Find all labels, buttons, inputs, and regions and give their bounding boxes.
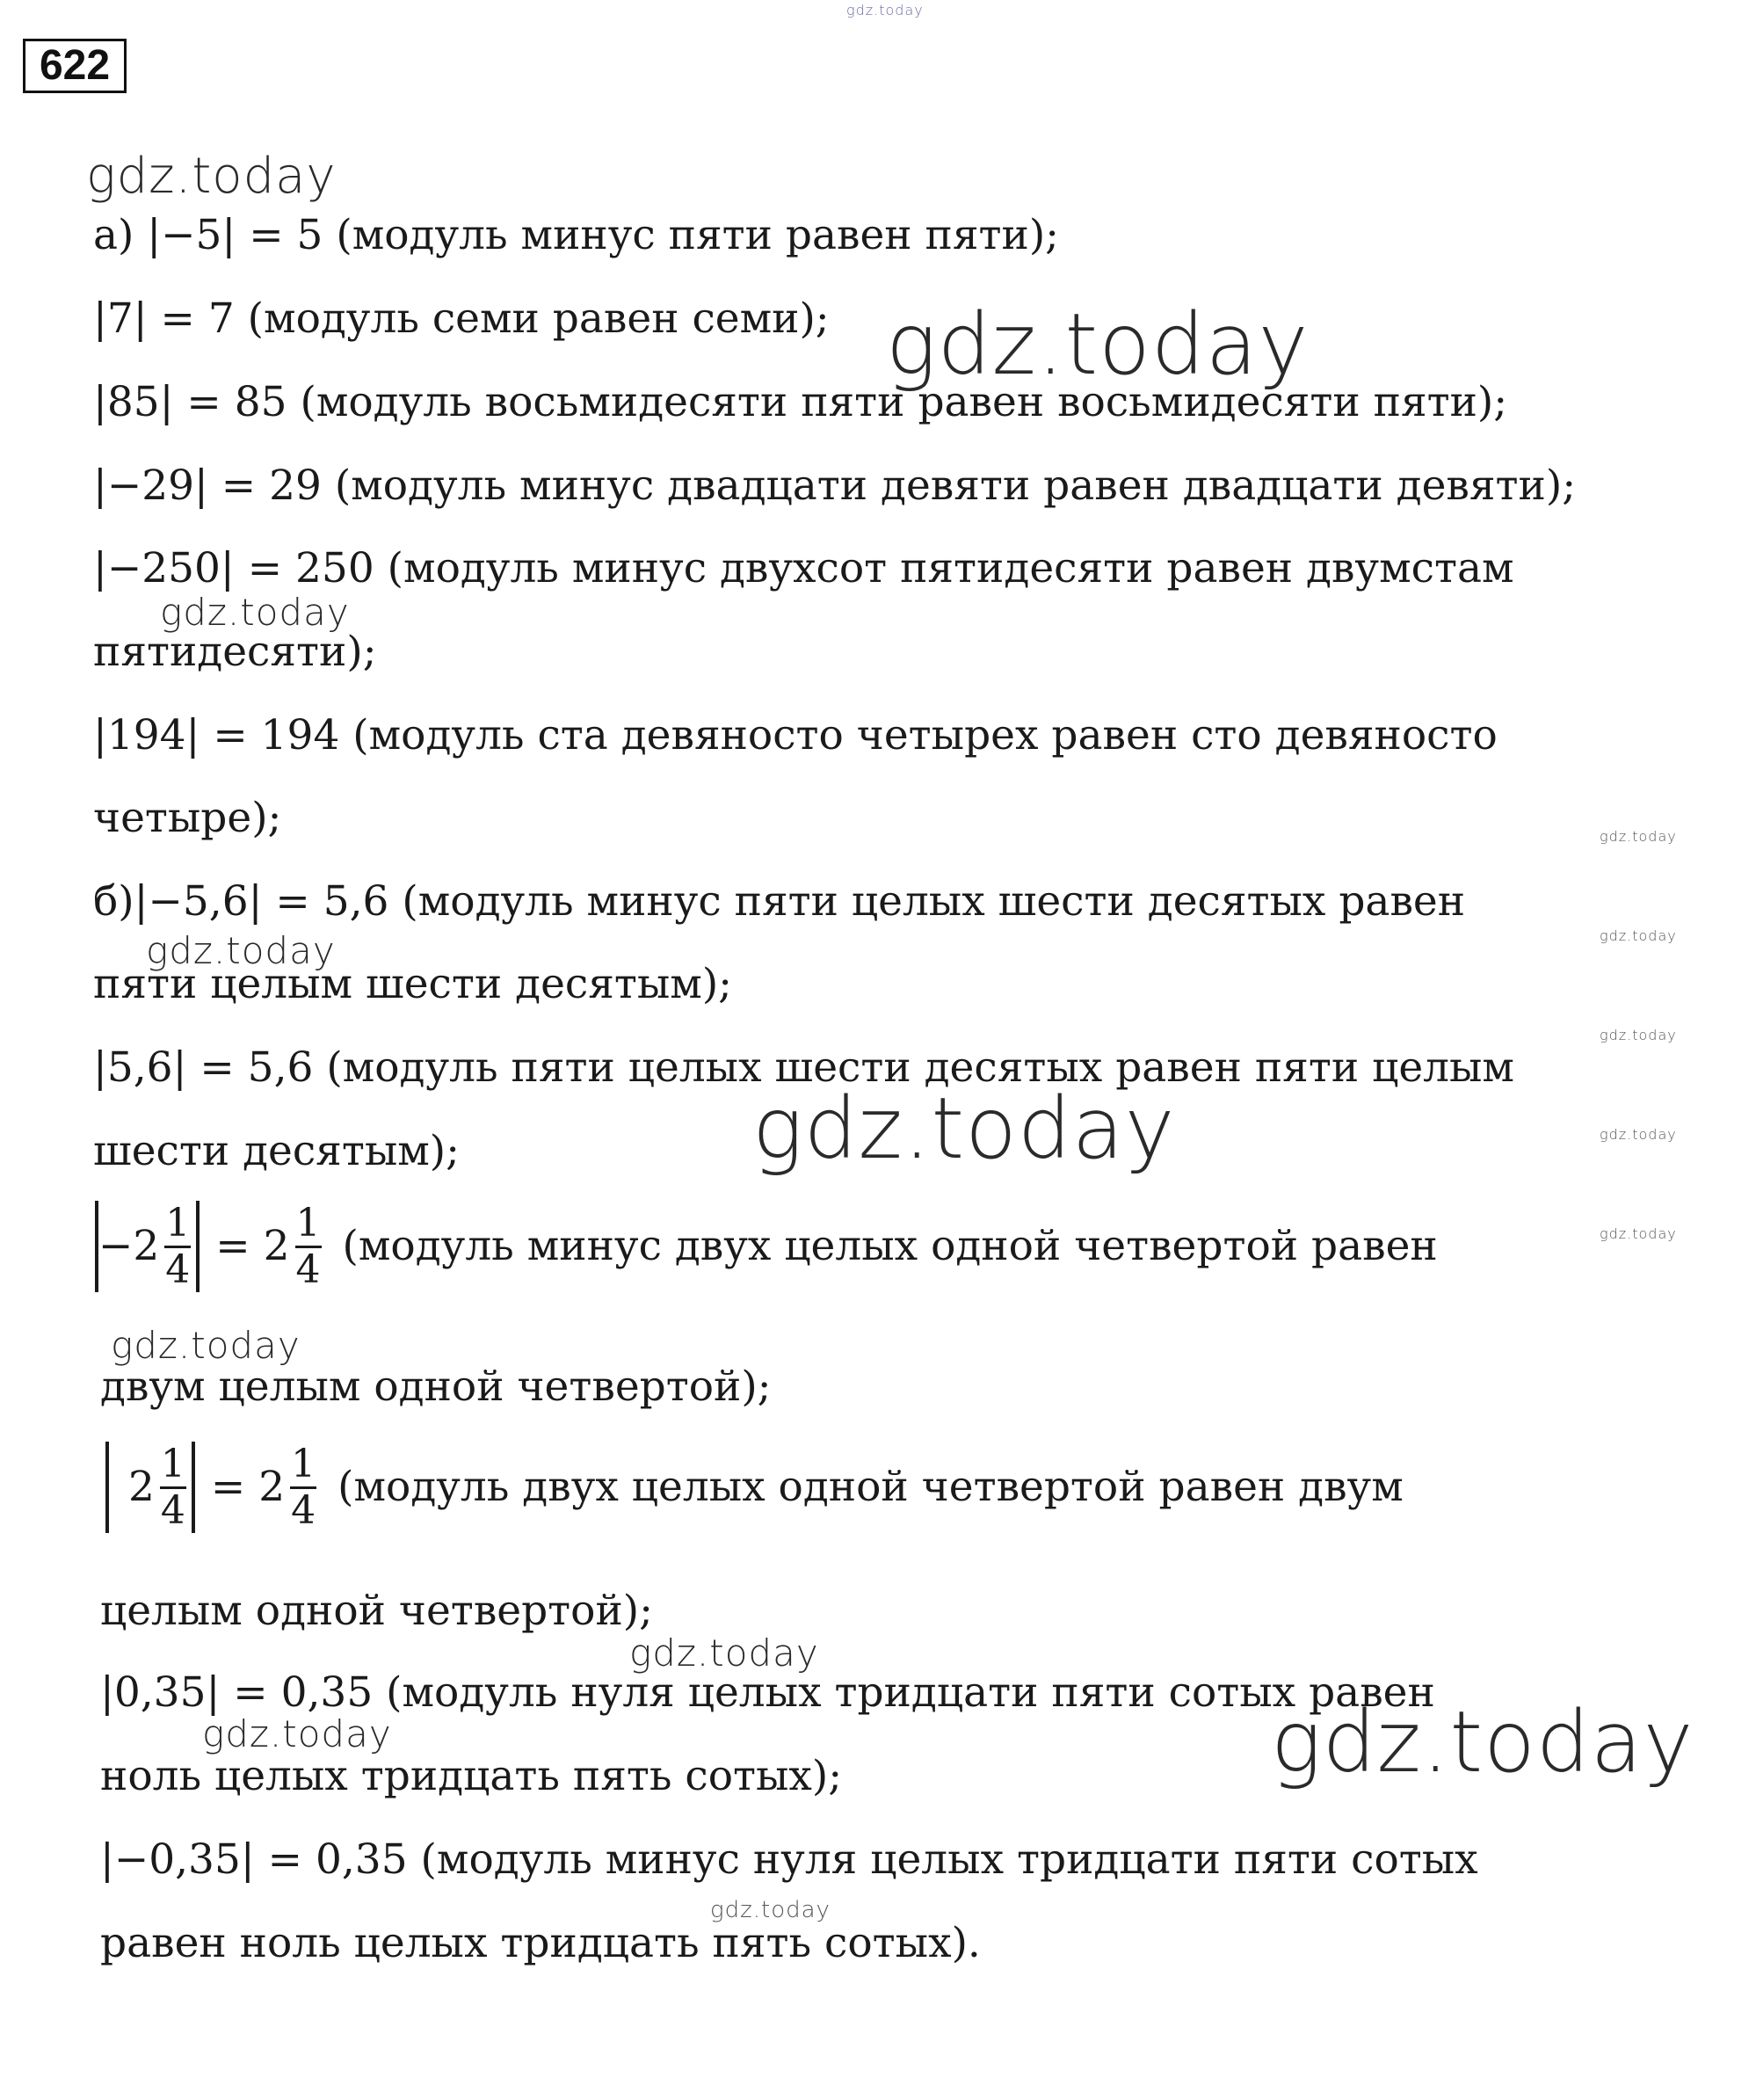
solution-line: двум целым одной четвертой); bbox=[100, 1362, 772, 1411]
fraction bbox=[295, 1202, 322, 1292]
watermark: gdz.today bbox=[710, 1897, 831, 1923]
fraction bbox=[160, 1442, 186, 1533]
watermark: gdz.today bbox=[752, 1079, 1176, 1178]
abs-bar bbox=[105, 1442, 109, 1533]
watermark: gdz.today bbox=[86, 148, 337, 205]
solution-line: |−250| = 250 (модуль минус двухсот пятидесяти равен двумстам bbox=[93, 544, 1514, 592]
solution-line: |85| = 85 (модуль восьмидесяти пяти равен восьмидесяти пяти); bbox=[93, 378, 1508, 426]
task-number: 622 bbox=[23, 39, 127, 93]
math-term: 2 bbox=[128, 1463, 155, 1511]
fraction-denominator: 4 bbox=[165, 1246, 191, 1292]
fraction-numerator: 1 bbox=[165, 1200, 191, 1246]
solution-line: |7| = 7 (модуль семи равен семи); bbox=[93, 294, 830, 343]
solution-line: а) |−5| = 5 (модуль минус пяти равен пяти); bbox=[93, 211, 1060, 259]
fraction-numerator: 1 bbox=[160, 1441, 185, 1486]
solution-line: |−0,35| = 0,35 (модуль минус нуля целых тридцати пяти сотых bbox=[100, 1835, 1478, 1884]
watermark: gdz.today bbox=[146, 929, 336, 972]
watermark: gdz.today bbox=[1600, 1225, 1677, 1242]
watermark: gdz.today bbox=[160, 591, 350, 634]
fraction-denominator: 4 bbox=[160, 1487, 185, 1533]
solution-line: |5,6| = 5,6 (модуль пяти целых шести десятых равен пяти целым bbox=[93, 1043, 1514, 1092]
solution-line: шести десятым); bbox=[93, 1127, 460, 1175]
abs-bar bbox=[192, 1442, 195, 1533]
fraction-denominator: 4 bbox=[295, 1246, 321, 1292]
math-term: = 2 bbox=[215, 1222, 290, 1270]
solution-line: четыре); bbox=[93, 794, 282, 842]
watermark: gdz.today bbox=[846, 2, 924, 18]
watermark: gdz.today bbox=[1600, 927, 1677, 944]
watermark: gdz.today bbox=[111, 1324, 301, 1367]
fraction-numerator: 1 bbox=[295, 1200, 321, 1246]
solution-line: |194| = 194 (модуль ста девяносто четырех равен сто девяносто bbox=[93, 711, 1498, 759]
solution-line: пятидесяти); bbox=[93, 628, 377, 676]
solution-line: целым одной четвертой); bbox=[100, 1587, 653, 1635]
solution-line: пяти целым шести десятым); bbox=[93, 960, 733, 1008]
math-line bbox=[95, 1198, 1438, 1295]
watermark: gdz.today bbox=[1271, 1693, 1694, 1791]
watermark: gdz.today bbox=[202, 1712, 392, 1755]
solution-line: б)|−5,6| = 5,6 (модуль минус пяти целых шести десятых равен bbox=[93, 877, 1466, 926]
watermark: gdz.today bbox=[1600, 1126, 1677, 1143]
watermark: gdz.today bbox=[1600, 828, 1677, 845]
watermark: gdz.today bbox=[886, 295, 1310, 394]
math-term: = 2 bbox=[210, 1463, 286, 1511]
math-description: (модуль двух целых одной четвертой равен двум bbox=[337, 1463, 1404, 1511]
math-line bbox=[105, 1439, 1404, 1536]
watermark: gdz.today bbox=[629, 1631, 819, 1675]
fraction bbox=[290, 1442, 316, 1533]
solution-line: |−29| = 29 (модуль минус двадцати девяти равен двадцати девяти); bbox=[93, 461, 1577, 510]
solution-line: |0,35| = 0,35 (модуль нуля целых тридцати пяти сотых равен bbox=[100, 1668, 1435, 1717]
fraction-denominator: 4 bbox=[291, 1487, 316, 1533]
solution-line: ноль целых тридцать пять сотых); bbox=[100, 1752, 843, 1800]
math-term: −2 bbox=[98, 1222, 160, 1270]
math-description: (модуль минус двух целых одной четвертой равен bbox=[342, 1222, 1438, 1270]
fraction bbox=[164, 1202, 191, 1292]
fraction-numerator: 1 bbox=[291, 1441, 316, 1486]
abs-bar bbox=[196, 1201, 200, 1292]
watermark: gdz.today bbox=[1600, 1027, 1677, 1043]
solution-line: равен ноль целых тридцать пять сотых). bbox=[100, 1919, 981, 1967]
